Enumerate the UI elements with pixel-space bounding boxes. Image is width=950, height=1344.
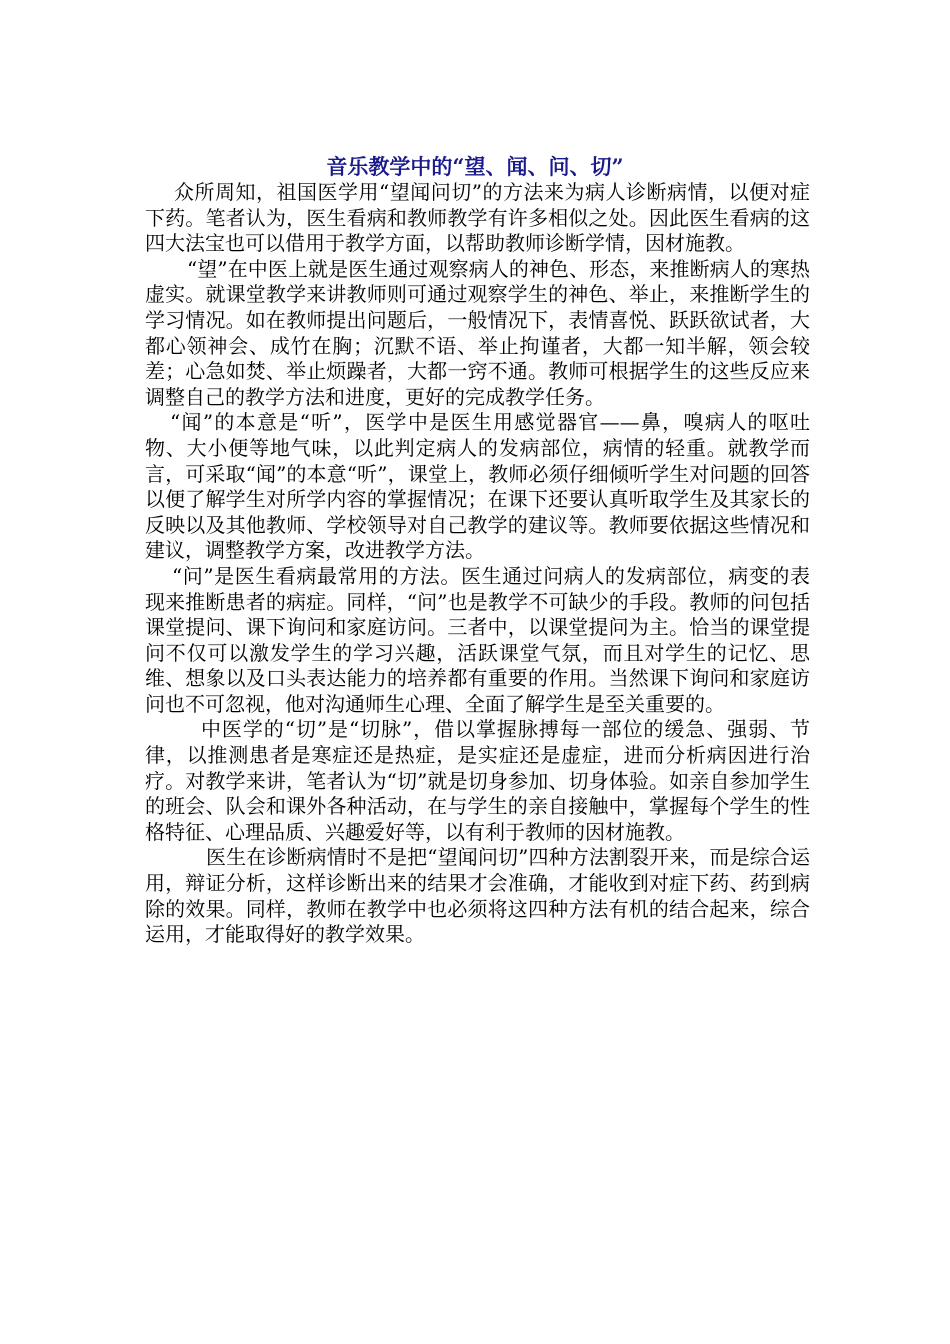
- paragraph-qie: 中医学的“切”是“切脉”，借以掌握脉搏每一部位的缓急、强弱、节律，以推测患者是寒症还是热症，是实症还是虚症，进而分析病因进行治疗。对教学来讲，笔者认为“切”就是切身参加、切身体验。如亲自参加学生的班会、队会和课外各种活动，在与学生的亲自接触中，掌握每个学生的性格特征、心理品质、兴趣爱好等，以有利于教师的因材施教。: [145, 717, 810, 844]
- paragraph-wen-listen: “闻”的本意是“听”，医学中是医生用感觉器官——鼻，嗅病人的呕吐物、大小便等地气味，以此判定病人的发病部位，病情的轻重。就教学而言，可采取“闻”的本意“听”，课堂上，教师必须仔细倾听学生对问题的回答以便了解学生对所学内容的掌握情况；在课下还要认真听取学生及其家长的反映以及其他教师、学校领导对自己教学的建议等。教师要依据这些情况和建议，调整教学方案，改进教学方法。: [145, 410, 810, 563]
- paragraph-wang: “望”在中医上就是医生通过观察病人的神色、形态，来推断病人的寒热虚实。就课堂教学来讲教师则可通过观察学生的神色、举止，来推断学生的学习情况。如在教师提出问题后，一般情况下，表情喜悦、跃跃欲试者，大都心领神会、成竹在胸；沉默不语、举止拘谨者，大都一知半解，领会较差；心急如焚、举止烦躁者，大都一窍不通。教师可根据学生的这些反应来调整自己的教学方法和进度，更好的完成教学任务。: [145, 256, 810, 409]
- paragraph-wen-ask: “问”是医生看病最常用的方法。医生通过问病人的发病部位，病变的表现来推断患者的病症。同样，“问”也是教学不可缺少的手段。教师的问包括课堂提问、课下询问和家庭访问。三者中，以课堂提问为主。恰当的课堂提问不仅可以激发学生的学习兴趣，活跃课堂气氛，而且对学生的记忆、思维、想象以及口头表达能力的培养都有重要的作用。当然课下询问和家庭访问也不可忽视，他对沟通师生心理、全面了解学生是至关重要的。: [145, 563, 810, 716]
- document-title: 音乐教学中的“望、闻、问、切”: [326, 154, 624, 179]
- article-body: [145, 180, 810, 948]
- paragraph-intro: 众所周知，祖国医学用“望闻问切”的方法来为病人诊断病情，以便对症下药。笔者认为，医生看病和教师教学有许多相似之处。因此医生看病的这四大法宝也可以借用于教学方面，以帮助教师诊断学情，因材施教。: [145, 180, 810, 256]
- paragraph-conclusion: 医生在诊断病情时不是把“望闻问切”四种方法割裂开来，而是综合运用，辩证分析，这样诊断出来的结果才会准确，才能收到对症下药、药到病除的效果。同样，教师在教学中也必须将这四种方法有机的结合起来，综合运用，才能取得好的教学效果。: [145, 845, 810, 947]
